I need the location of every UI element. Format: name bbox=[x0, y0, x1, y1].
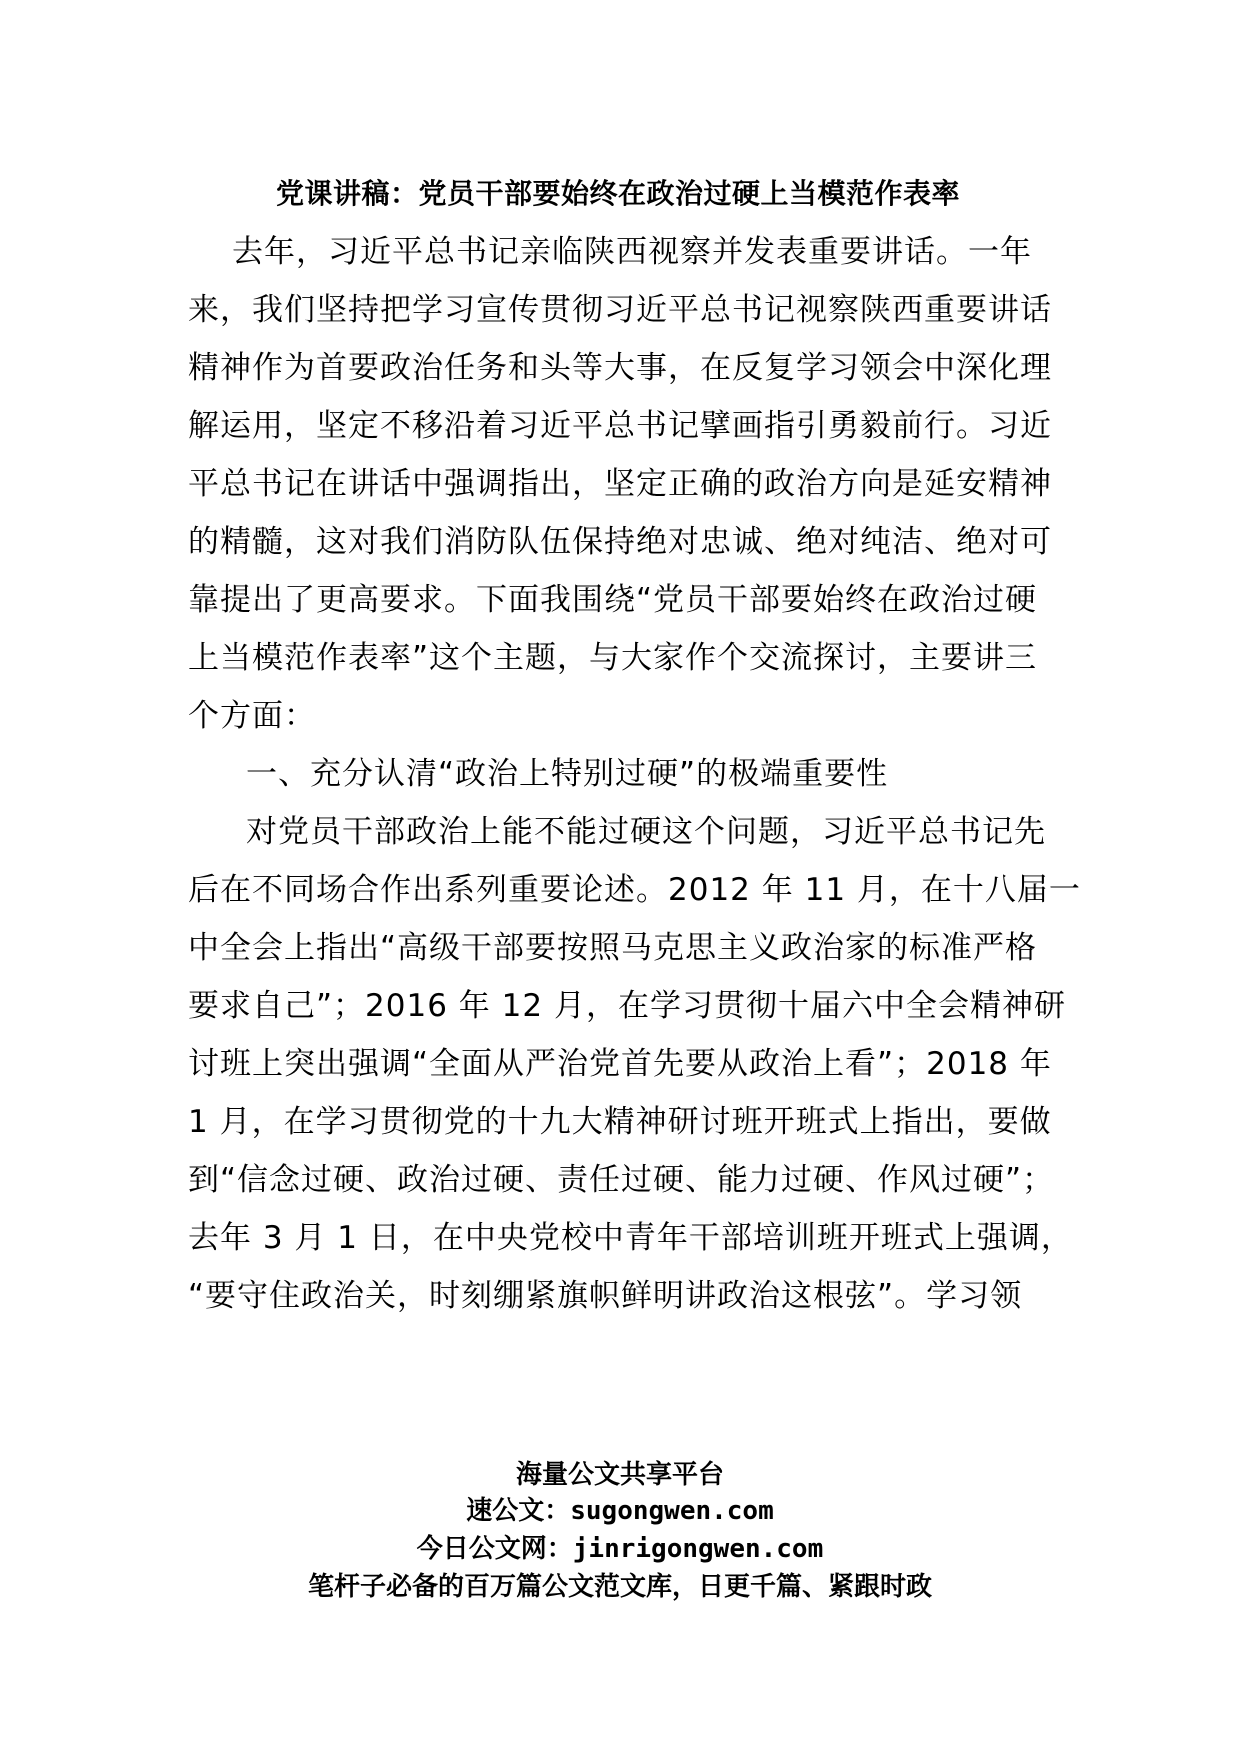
paragraph-line: 平总书记在讲话中强调指出，坚定正确的政治方向是延安精神 bbox=[188, 466, 1052, 502]
footer-site-2-url[interactable]: jinrigongwen.com bbox=[572, 1534, 824, 1564]
paragraph-line: 要求自己”；2016 年 12 月，在学习贯彻十届六中全会精神研 bbox=[188, 988, 1066, 1024]
paragraph-line: 精神作为首要政治任务和头等大事，在反复学习领会中深化理 bbox=[188, 350, 1052, 386]
footer-slogan: 笔杆子必备的百万篇公文范文库，日更千篇、紧跟时政 bbox=[307, 1572, 932, 1602]
paragraph-line: 去年 3 月 1 日，在中央党校中青年干部培训班开班式上强调， bbox=[188, 1220, 1073, 1256]
footer-platform: 海量公文共享平台 bbox=[515, 1460, 724, 1490]
paragraph-line: 来，我们坚持把学习宣传贯彻习近平总书记视察陕西重要讲话 bbox=[188, 292, 1052, 328]
footer-site-2-label: 今日公文网： bbox=[416, 1534, 573, 1564]
footer-site-1-label: 速公文： bbox=[466, 1496, 571, 1526]
paragraph-line: 的精髓，这对我们消防队伍保持绝对忠诚、绝对纯洁、绝对可 bbox=[188, 524, 1052, 560]
section-heading: 一、充分认清“政治上特别过硬”的极端重要性 bbox=[246, 756, 889, 792]
footer-site-1-url[interactable]: sugongwen.com bbox=[570, 1496, 774, 1526]
paragraph-line: 1 月，在学习贯彻党的十九大精神研讨班开班式上指出，要做 bbox=[188, 1104, 1052, 1140]
paragraph-line: 讨班上突出强调“全面从严治党首先要从政治上看”；2018 年 bbox=[188, 1046, 1052, 1082]
paragraph-line: “要守住政治关，时刻绷紧旗帜鲜明讲政治这根弦”。学习领 bbox=[188, 1278, 1023, 1314]
paragraph-line: 中全会上指出“高级干部要按照马克思主义政治家的标准严格 bbox=[188, 930, 1038, 966]
paragraph-line: 去年，习近平总书记亲临陕西视察并发表重要讲话。一年 bbox=[232, 234, 1032, 270]
paragraph-line: 靠提出了更高要求。下面我围绕“党员干部要始终在政治过硬 bbox=[188, 582, 1038, 618]
paragraph-line: 解运用，坚定不移沿着习近平总书记擘画指引勇毅前行。习近 bbox=[188, 408, 1052, 444]
document-title: 党课讲稿：党员干部要始终在政治过硬上当模范作表率 bbox=[276, 177, 961, 210]
paragraph-line: 后在不同场合作出系列重要论述。2012 年 11 月，在十八届一 bbox=[188, 872, 1081, 908]
paragraph-line: 上当模范作表率”这个主题，与大家作个交流探讨，主要讲三 bbox=[188, 640, 1038, 676]
paragraph-line: 对党员干部政治上能不能过硬这个问题，习近平总书记先 bbox=[246, 814, 1046, 850]
footer-site-2 bbox=[0, 1528, 1240, 1565]
paragraph-line: 到“信念过硬、政治过硬、责任过硬、能力过硬、作风过硬”； bbox=[188, 1162, 1055, 1198]
footer-site-1 bbox=[0, 1490, 1240, 1527]
paragraph-line: 个方面： bbox=[188, 698, 316, 734]
